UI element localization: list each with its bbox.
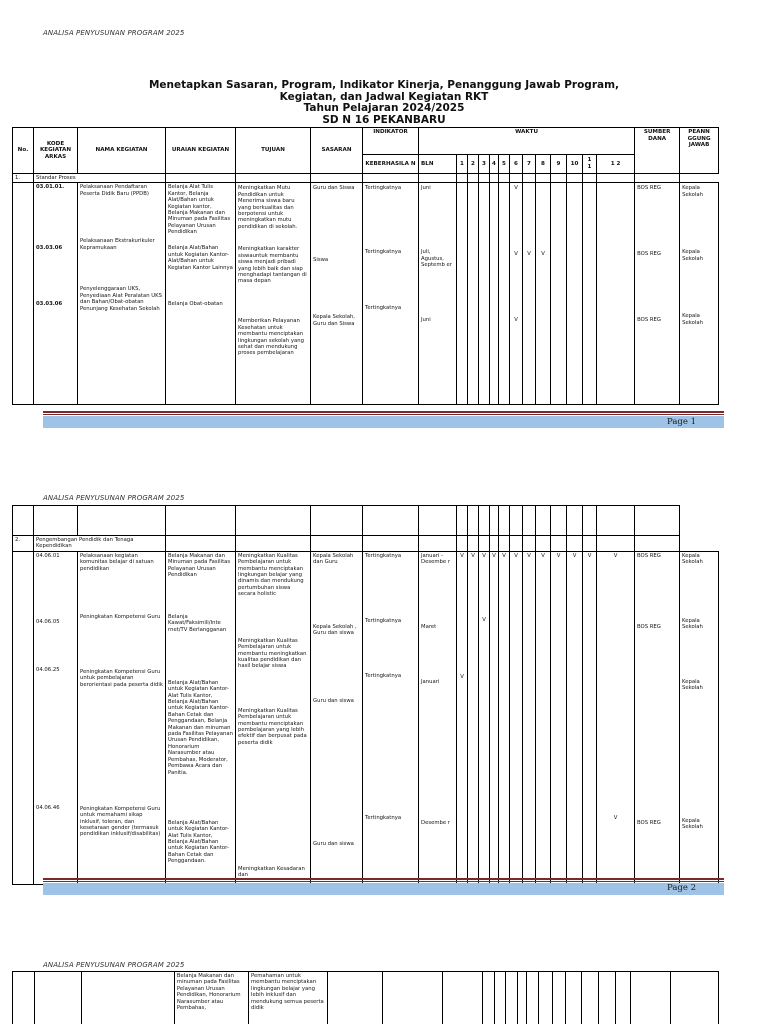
program-table-page2	[12, 505, 719, 885]
indikator-item: Tertingkatnya	[365, 814, 402, 821]
bln-cell	[419, 183, 457, 405]
tujuan-cell	[236, 551, 311, 884]
nama-cell	[78, 183, 166, 405]
nama-cell	[78, 551, 166, 884]
sumber-item: BOS REG	[637, 185, 662, 192]
indikator-item: Tertingkatnya	[365, 672, 402, 679]
schedule-mark: V	[527, 552, 531, 559]
section-title: Pengembangan Pendidik dan Tenaga Kependidikan	[34, 536, 166, 552]
tujuan-item: Pemahaman untuk membantu menciptakan lingkungan belajar yang lebih inklusif dan mendukung semua peserta didik	[249, 972, 328, 1024]
nama-item: Pelaksanaan Ekstrakurikuler Kepramukaan	[80, 238, 155, 251]
tujuan-item: Meningkatkan Mutu Pendidikan untuk Menerima siswa baru yang berkualitas dan berpotensi untuk meningkatkan mutu pendidikan di sekolah.	[238, 185, 298, 230]
schedule-mark: V	[460, 673, 464, 680]
col-month-10: 10	[567, 155, 583, 174]
pj-item: Kepala Sekolah	[682, 313, 703, 326]
nama-item: Penyelenggaraan UKS, Penyediaan Alat Peralatan UKS dan Bahan/Obat-obatan Penunjang Kesehatan Sekolah	[80, 286, 162, 312]
col-keberhasilan: KEBERHASILA N	[363, 155, 419, 174]
col-month-8: 8	[536, 155, 551, 174]
col-tujuan: TUJUAN	[236, 128, 311, 174]
nama-item: Peningkatan Kompetensi Guru untuk memahami sikap inklusif, toleran, dan kesetaraan gender (termasuk pendidikan inklusif/disabilitas)	[80, 805, 161, 838]
document-title	[0, 80, 768, 126]
uraian-item: Belanja Obat-obatan	[168, 301, 223, 308]
schedule-mark: V	[527, 251, 531, 258]
schedule-mark: V	[514, 251, 518, 258]
bln-item: Juni	[421, 317, 431, 324]
footer-rule	[43, 414, 724, 415]
uraian-item: Belanja Kawat/Faksimili/Inte rnet/TV Berlangganan	[168, 613, 227, 633]
sasaran-item: Guru dan siswa	[313, 840, 354, 847]
sumber-cell	[635, 551, 680, 884]
pj-item: Kepala Sekolah	[682, 552, 703, 566]
tujuan-item: Meningkatkan Kualitas Pembelajaran untuk membantu menciptakan lingkungan belajar yang dinamis dan mendukung pertumbuhan siswa secara holistic	[238, 552, 304, 598]
schedule-mark: V	[492, 552, 496, 559]
uraian-item: Belanja Alat/Bahan untuk Kegiatan Kantor-Alat Tulis Kantor, Belanja Alat/Bahan untuk Kegiatan Kantor-Bahan Cetak dan Penggandaan, Belanja Makanan dan minuman pada Fasilitas Pelayanan Urusan Pendidikan, Honorarium Narasumber atau Pembahas, Moderator, Pembawa Acara dan Panitia.	[168, 679, 233, 776]
col-month-5: 5	[499, 155, 510, 174]
page-number: Page 2	[667, 883, 696, 893]
nama-item: Pelaksanaan kegiatan komunitas belajar di satuan pendidikan	[80, 552, 154, 572]
footer-rule	[43, 878, 724, 880]
pj-cell	[680, 551, 719, 884]
sasaran-item: Kepala Sekolah , Guru dan siswa	[313, 623, 357, 637]
bln-item: Januari	[421, 678, 440, 685]
pj-item: Kepala Sekolah	[682, 185, 703, 198]
schedule-mark: V	[460, 552, 464, 559]
sumber-item: BOS REG	[637, 552, 661, 559]
title-line-2: Kegiatan, dan Jadwal Kegiatan RKT	[279, 90, 489, 103]
sumber-item: BOS REG	[637, 623, 661, 630]
program-table-page1	[12, 127, 719, 405]
uraian-item: Belanja Makanan dan Minuman pada Fasilitas Pelayanan Urusan Pendidikan	[168, 552, 231, 579]
schedule-mark: V	[587, 552, 592, 559]
col-month-1: 1	[457, 155, 468, 174]
schedule-mark: V	[514, 317, 518, 324]
kode-cell	[34, 551, 78, 884]
kode-item: 03.03.06	[36, 245, 63, 252]
schedule-mark: V	[514, 185, 518, 192]
col-month-3: 3	[479, 155, 490, 174]
bln-item: Juni	[421, 185, 431, 192]
month-8-cell	[536, 183, 551, 405]
schedule-mark: V	[471, 552, 475, 559]
indikator-item: Tertingkatnya	[365, 552, 402, 559]
month-6-cell	[510, 183, 523, 405]
indikator-item: Tertingkatnya	[365, 185, 402, 192]
col-kode: KODE KEGIATAN ARKAS	[34, 128, 78, 174]
kode-item: 03.01.01.	[36, 184, 65, 191]
indikator-cell	[363, 183, 419, 405]
kode-item: 04.06.25	[36, 666, 60, 673]
pj-item: Kepala Sekolah	[682, 249, 703, 262]
schedule-mark: V	[541, 552, 545, 559]
month-7-cell	[523, 183, 536, 405]
sumber-item: BOS REG	[637, 317, 662, 324]
tujuan-item: Meningkatkan Kesadaran dan	[238, 865, 305, 879]
sasaran-cell	[311, 183, 363, 405]
indikator-item: Tertingkatnya	[365, 305, 402, 312]
nama-item: Pelaksanaan Pendaftaran Peserta Didik Baru (PPDB)	[80, 184, 149, 197]
bln-cell	[419, 551, 457, 884]
page-number: Page 1	[667, 417, 696, 427]
section-no: 1.	[13, 174, 34, 183]
uraian-item: Belanja Alat Tulis Kantor, Belanja Alat/Bahan untuk Kegiatan kantor, Belanja Makanan dan Minuman pada Fasilitas Pelayanan Urusan Pendidikan	[168, 184, 231, 236]
indikator-item: Tertingkatnya	[365, 617, 402, 624]
col-month-12: 1 2	[597, 155, 635, 174]
pj-cell	[680, 183, 719, 405]
col-sasaran: SASARAN	[311, 128, 363, 174]
program-table-page3	[12, 971, 719, 1024]
schedule-mark: V	[541, 251, 545, 258]
col-indikator: INDIKATOR	[363, 128, 419, 155]
uraian-item: Belanja Alat/Bahan untuk Kegiatan Kantor-Alat/Bahan untuk Kegiatan Kantor Lainnya	[168, 245, 233, 271]
col-no: No.	[13, 128, 34, 174]
schedule-mark: V	[482, 616, 486, 623]
col-sumber: SUMBER DANA	[635, 128, 680, 174]
page-header: ANALISA PENYUSUNAN PROGRAM 2025	[43, 961, 185, 969]
bln-item: Desembe r	[421, 819, 450, 826]
sasaran-item: Kepala Sekolah, Guru dan Siswa	[313, 314, 355, 327]
uraian-item: Belanja Makanan dan minuman pada Fasilitas Pelayanan Urusan Pendidikan, Honorarium Narasumber atau Pembahas,	[174, 972, 248, 1024]
footer-rule	[43, 881, 724, 882]
tujuan-item: Meningkatkan Kualitas Pembelajaran untuk membantu meningkatkan kualitas pendidikan dan hasil belajar siswa	[238, 637, 307, 670]
col-month-11: 1 1	[583, 155, 597, 174]
uraian-cell	[166, 551, 236, 884]
col-month-7: 7	[523, 155, 536, 174]
page-header: ANALISA PENYUSUNAN PROGRAM 2025	[43, 494, 185, 502]
footer-rule	[43, 411, 724, 413]
nama-item: Peningkatan Kompetensi Guru untuk pembelajaran berorientasi pada peserta didik	[80, 668, 163, 688]
schedule-mark: V	[556, 552, 561, 559]
schedule-mark: V	[572, 552, 577, 559]
bln-item: Juli, Agustus, Septemb er	[421, 249, 452, 269]
schedule-mark: V	[613, 814, 618, 821]
col-month-2: 2	[468, 155, 479, 174]
kode-item: 04.06.01	[36, 552, 60, 559]
indikator-item: Tertingkatnya	[365, 249, 402, 256]
nama-item: Peningkatan Kompetensi Guru	[80, 613, 161, 620]
schedule-mark: V	[613, 552, 618, 559]
schedule-mark: V	[482, 552, 486, 559]
kode-item: 04.06.05	[36, 618, 60, 625]
col-month-4: 4	[490, 155, 499, 174]
title-line-1: Menetapkan Sasaran, Program, Indikator Kinerja, Penanggung Jawab Program,	[148, 79, 620, 91]
section-no: 2.	[13, 536, 34, 552]
sumber-cell	[635, 183, 680, 405]
tujuan-item: Meningkatkan Kualitas Pembelajaran untuk membantu menciptakan pembelajaran yang lebih efektif dan berpusat pada peserta didik	[238, 707, 307, 746]
title-line-4: SD N 16 PEKANBARU	[322, 113, 446, 126]
tujuan-item: Meningkatkan karakter siswauntuk membantu siswa menjadi pribadi yang lebih baik dan siap menghadapi tantangan di masa depan	[238, 246, 307, 285]
col-bln: BLN	[419, 155, 457, 174]
bln-item: Maret	[421, 623, 437, 630]
footer-bar	[43, 883, 724, 895]
pj-item: Kepala Sekolah	[682, 817, 703, 831]
col-month-6: 6	[510, 155, 523, 174]
kode-cell	[34, 183, 78, 405]
col-uraian: URAIAN KEGIATAN	[166, 128, 236, 174]
section-title: Standar Proses	[34, 174, 166, 183]
pj-item: Kepala Sekolah	[682, 678, 703, 692]
sasaran-item: Guru dan Siswa	[313, 185, 355, 192]
page-header: ANALISA PENYUSUNAN PROGRAM 2025	[43, 29, 185, 37]
schedule-mark: V	[514, 552, 518, 559]
sasaran-item: Guru dan siswa	[313, 697, 354, 704]
kode-item: 04.06.46	[36, 804, 60, 811]
uraian-item: Belanja Alat/Bahan untuk Kegiatan Kantor-Alat Tulis Kantor, Belanja Alat/Bahan untuk Kegiatan Kantor-Bahan Cetak dan Penggandaan.	[168, 819, 229, 865]
schedule-mark: V	[502, 552, 506, 559]
footer-bar	[43, 416, 724, 428]
uraian-cell	[166, 183, 236, 405]
sasaran-item: Kepala Sekolah dan Guru	[313, 552, 354, 566]
col-penanggung: PEANN GGUNG JAWAB	[680, 128, 719, 174]
sasaran-item: Siswa	[313, 257, 329, 264]
title-line-3: Tahun Pelajaran 2024/2025	[303, 102, 465, 114]
kode-item: 03.03.06	[36, 301, 63, 308]
sumber-item: BOS REG	[637, 819, 661, 826]
col-waktu: WAKTU	[419, 128, 635, 155]
tujuan-cell	[236, 183, 311, 405]
pj-item: Kepala Sekolah	[682, 617, 703, 631]
col-month-9: 9	[551, 155, 567, 174]
bln-item: Januari - Desembe r	[421, 552, 450, 566]
tujuan-item: Memberikan Pelayanan Kesehatan untuk membantu menciptakan lingkungan sekolah yang sehat dan mendukung proses pembelajaran	[238, 318, 304, 357]
col-nama: NAMA KEGIATAN	[78, 128, 166, 174]
indikator-cell	[363, 551, 419, 884]
sumber-item: BOS REG	[637, 251, 662, 258]
sasaran-cell	[311, 551, 363, 884]
